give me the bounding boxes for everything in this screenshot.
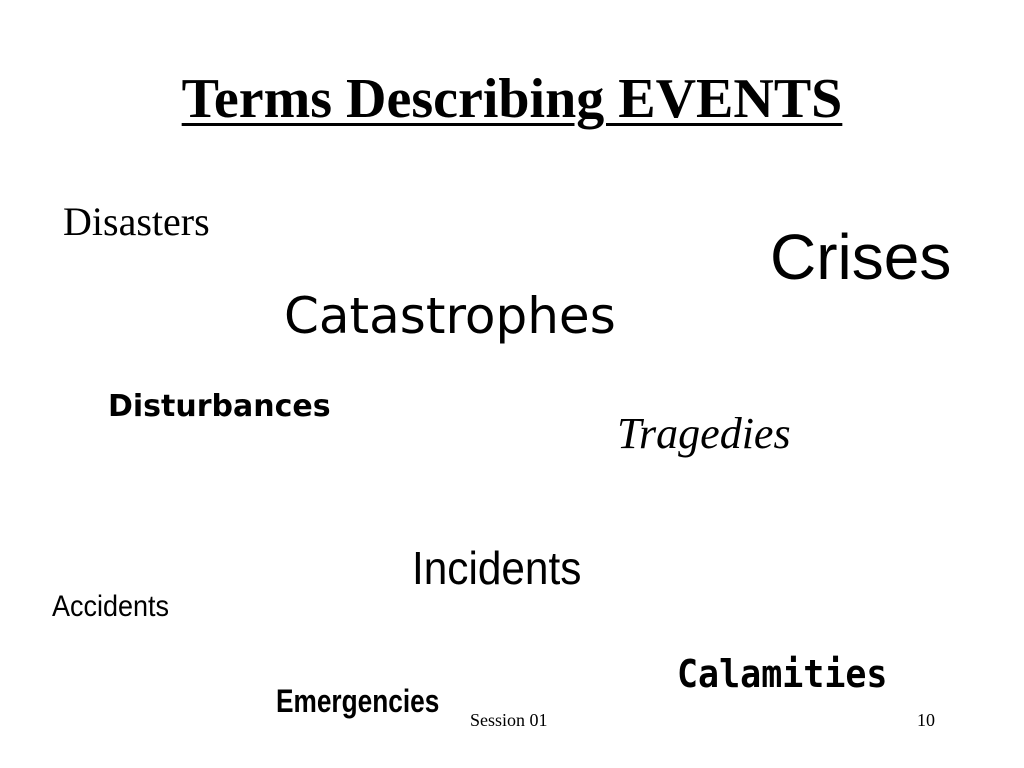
footer-page-number: 10 — [917, 710, 935, 730]
term-incidents: Incidents — [412, 542, 582, 594]
slide-title-text: Terms Describing EVENTS — [181, 68, 843, 130]
term-accidents: Accidents — [52, 590, 170, 623]
footer-session-label: Session 01 — [470, 710, 548, 730]
term-disasters: Disasters — [63, 199, 210, 244]
term-tragedies: Tragedies — [617, 409, 791, 458]
term-emergencies: Emergencies — [276, 683, 440, 719]
slide-title — [0, 66, 1024, 132]
term-disturbances: Disturbances — [108, 389, 331, 424]
term-calamities: Calamities — [677, 652, 888, 696]
term-crises: Crises — [770, 221, 952, 293]
term-catastrophes: Catastrophes — [284, 287, 616, 345]
